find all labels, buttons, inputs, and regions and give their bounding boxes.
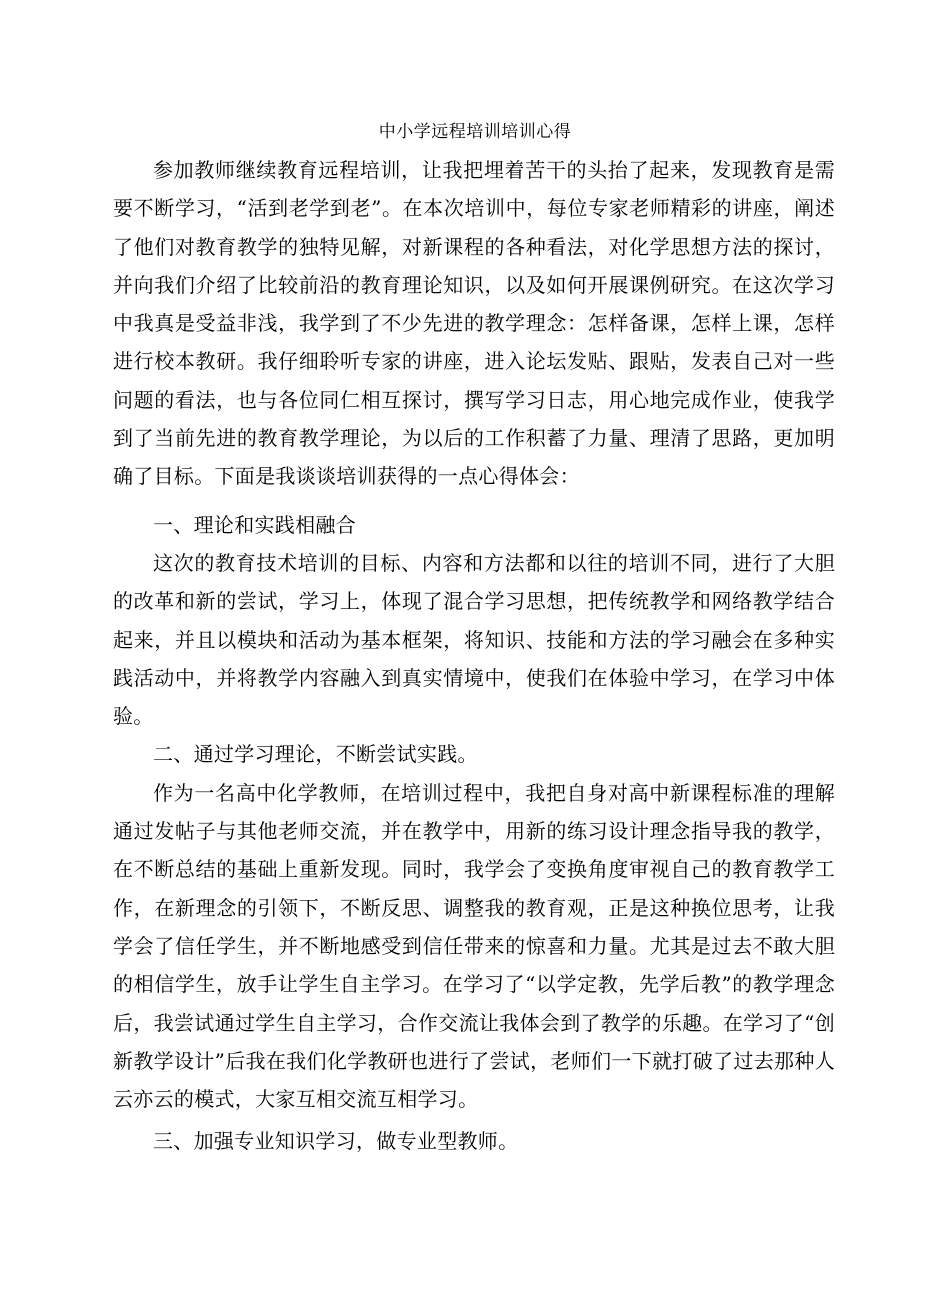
intro-paragraph: 参加教师继续教育远程培训，让我把埋着苦干的头抬了起来，发现教育是需要不断学习，“活到老学到老”。在本次培训中，每位专家老师精彩的讲座，阐述了他们对教育教学的独特见解，对新课程的各种看法，对化学思想方法的探讨，并向我们介绍了比较前沿的教育理论知识，以及如何开展课例研究。在这次学习中我真是受益非浅，我学到了不少先进的教学理念：怎样备课，怎样上课，怎样进行校本教研。我仔细聆听专家的讲座，进入论坛发贴、跟贴，发表自己对一些问题的看法，也与各位同仁相互探讨，撰写学习日志，用心地完成作业，使我学到了当前先进的教育教学理论，为以后的工作积蓄了力量、理清了思路，更加明确了目标。下面是我谈谈培训获得的一点心得体会： [113, 158, 835, 489]
document-title: 中小学远程培训培训心得 [378, 122, 572, 142]
section-2-paragraph: 作为一名高中化学教师，在培训过程中，我把自身对高中新课程标准的理解通过发帖子与其他老师交流，并在教学中，用新的练习设计理念指导我的教学，在不断总结的基础上重新发现。同时，我学会了变换角度审视自己的教育教学工作，在新理念的引领下，不断反思、调整我的教育观，正是这种换位思考，让我学会了信任学生，并不断地感受到信任带来的惊喜和力量。尤其是过去不敢大胆的相信学生，放手让学生自主学习。在学习了“以学定教，先学后教”的教学理念后，我尝试通过学生自主学习，合作交流让我体会到了教学的乐趣。在学习了“创新教学设计”后我在我们化学教研也进行了尝试，老师们一下就打破了过去那种人云亦云的模式，大家互相交流互相学习。 [113, 780, 835, 1112]
section-heading-1: 一、理论和实践相融合 [153, 512, 356, 537]
section-heading-3: 三、加强专业知识学习，做专业型教师。 [153, 1129, 519, 1154]
section-heading-2: 二、通过学习理论，不断尝试实践。 [153, 742, 478, 767]
section-1-paragraph: 这次的教育技术培训的目标、内容和方法都和以往的培训不同，进行了大胆的改革和新的尝试，学习上，体现了混合学习思想，把传统教学和网络教学结合起来，并且以模块和活动为基本框架，将知识、技能和方法的学习融会在多种实践活动中，并将教学内容融入到真实情境中，使我们在体验中学习，在学习中体验。 [113, 550, 835, 729]
document-body [113, 151, 835, 1161]
